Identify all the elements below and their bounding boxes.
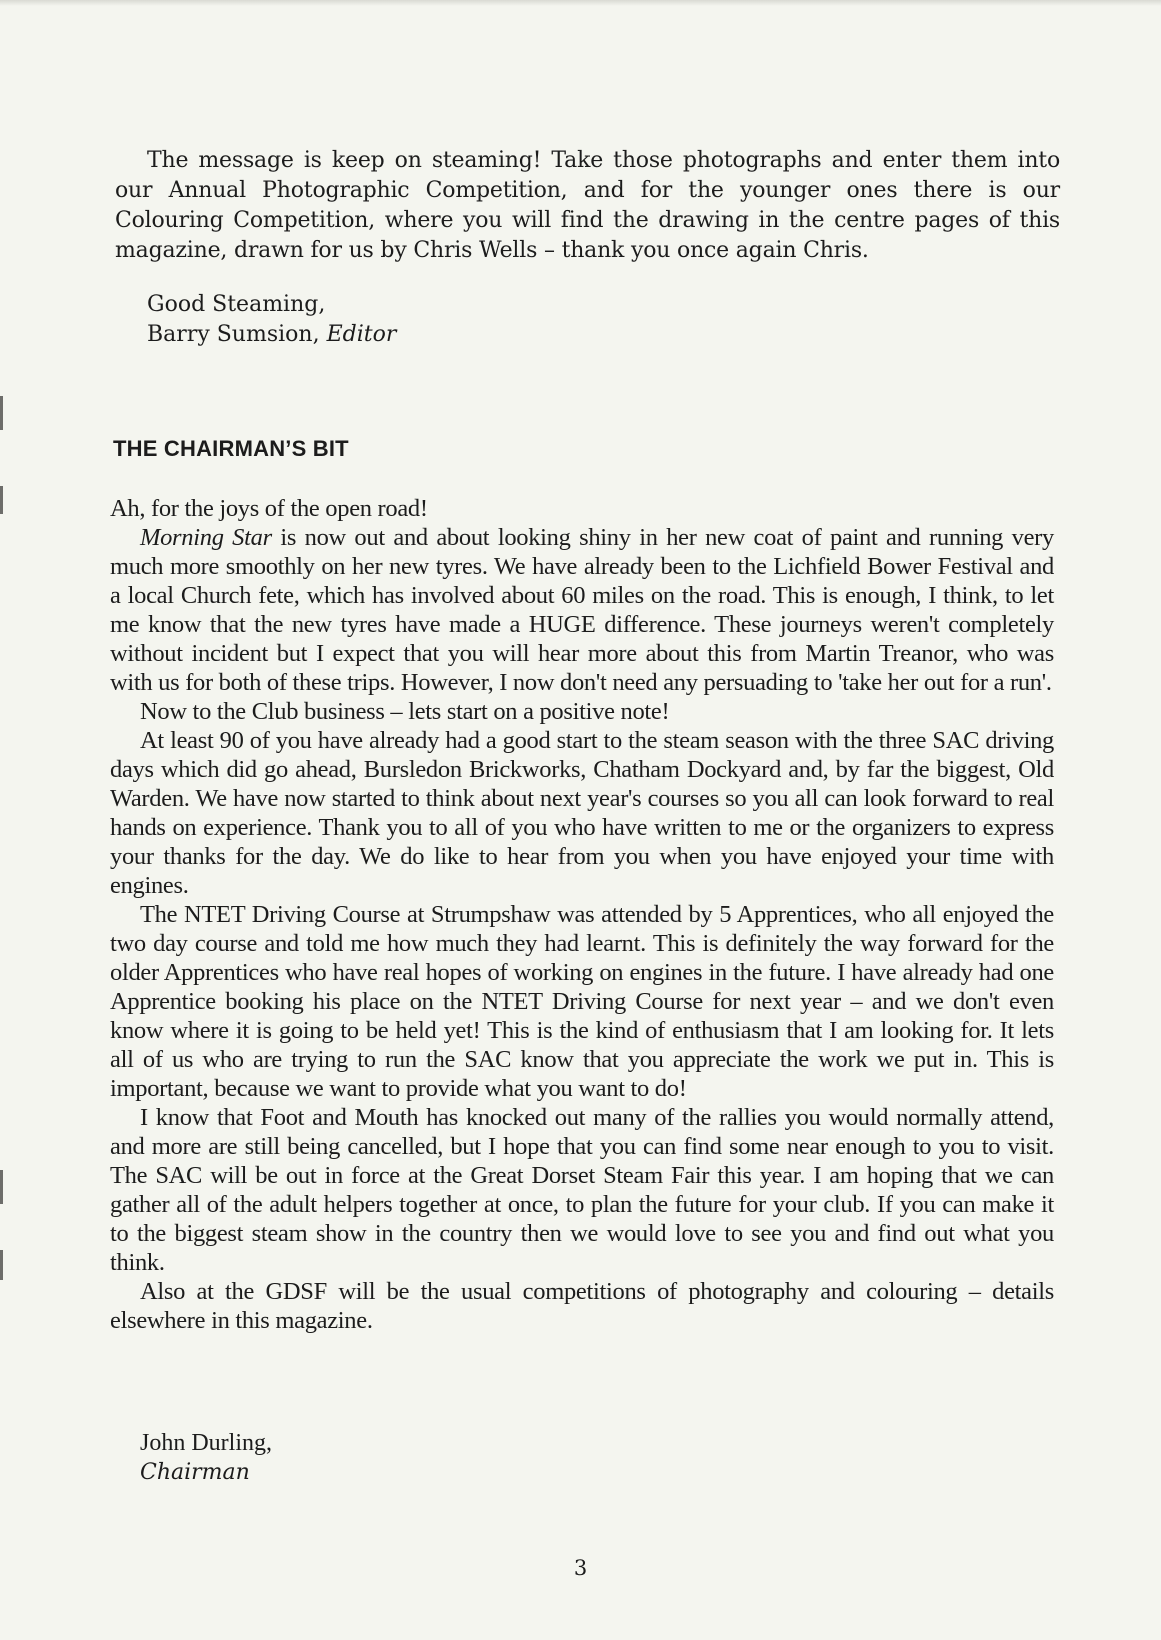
binding-mark	[0, 1170, 3, 1204]
binding-mark	[0, 1250, 3, 1280]
article-paragraph: The NTET Driving Course at Strumpshaw was attended by 5 Apprentices, who all enjoyed the two day course and told me how much they had learnt. This is definitely the way forward for the older Apprentices who have real hopes of working on engines in the future. I have already had one Apprentice booking his place on the NTET Driving Course for next year – and we don't even know where it is going to be held yet! This is the kind of enthusiasm that I am looking for. It lets all of us who are trying to run the SAC know that you appreciate the work we put in. This is important, because we want to provide what you want to do!	[110, 901, 1054, 1102]
page-top-edge	[0, 0, 1161, 6]
binding-mark	[0, 486, 3, 514]
article-paragraph	[110, 523, 1054, 697]
editor-note	[115, 146, 1060, 350]
engine-name: Morning Star	[140, 524, 272, 551]
article-opening: Ah, for the joys of the open road!	[110, 495, 428, 522]
chairman-name: John Durling,	[140, 1430, 272, 1456]
editor-closing: Good Steaming,	[147, 292, 326, 317]
article-paragraph: Also at the GDSF will be the usual competitions of photography and colouring – details elsewhere in this magazine.	[110, 1278, 1054, 1334]
chairman-article	[110, 494, 1054, 1335]
binding-mark	[0, 396, 3, 430]
editor-role: Editor	[326, 322, 397, 347]
chairman-signoff	[140, 1428, 272, 1488]
chairman-role: Chairman	[140, 1460, 250, 1485]
article-paragraph-text: is now out and about looking shiny in her new coat of paint and running very much more smoothly on her new tyres. We have already been to the Lichfield Bower Festival and a local Church fete, which has involved about 60 miles on the road. This is enough, I think, to let me know that the new tyres have made a HUGE difference. These journeys weren't completely without incident but I expect that you will hear more about this from Martin Treanor, who was with us for both of these trips. However, I now don't need any persuading to 'take her out for a run'.	[110, 524, 1054, 696]
section-heading: THE CHAIRMAN’S BIT	[113, 436, 349, 461]
editor-paragraph: The message is keep on steaming! Take those photographs and enter them into our Annual Photographic Competition, and for the younger ones there is our Colouring Competition, where you will find the drawing in the centre pages of this magazine, drawn for us by Chris Wells – thank you once again Chris.	[115, 148, 1060, 263]
editor-signoff	[147, 290, 1060, 350]
article-paragraph: I know that Foot and Mouth has knocked out many of the rallies you would normally attend, and more are still being cancelled, but I hope that you can find some near enough to you to visit. The SAC will be out in force at the Great Dorset Steam Fair this year. I am hoping that we can gather all of the adult helpers together at once, to plan the future for your club. If you can make it to the biggest steam show in the country then we would love to see you and find out what you think.	[110, 1104, 1054, 1276]
editor-name: Barry Sumsion,	[147, 322, 320, 347]
article-paragraph: At least 90 of you have already had a good start to the steam season with the three SAC driving days which did go ahead, Bursledon Brickworks, Chatham Dockyard and, by far the biggest, Old Warden. We have now started to think about next year's courses so you all can look forward to real hands on experience. Thank you to all of you who have written to me or the organizers to express your thanks for the day. We do like to hear from you when you have enjoyed your time with engines.	[110, 727, 1054, 899]
article-paragraph: Now to the Club business – lets start on a positive note!	[140, 698, 670, 725]
editor-name-line	[147, 320, 1060, 350]
page-number: 3	[573, 1556, 588, 1580]
